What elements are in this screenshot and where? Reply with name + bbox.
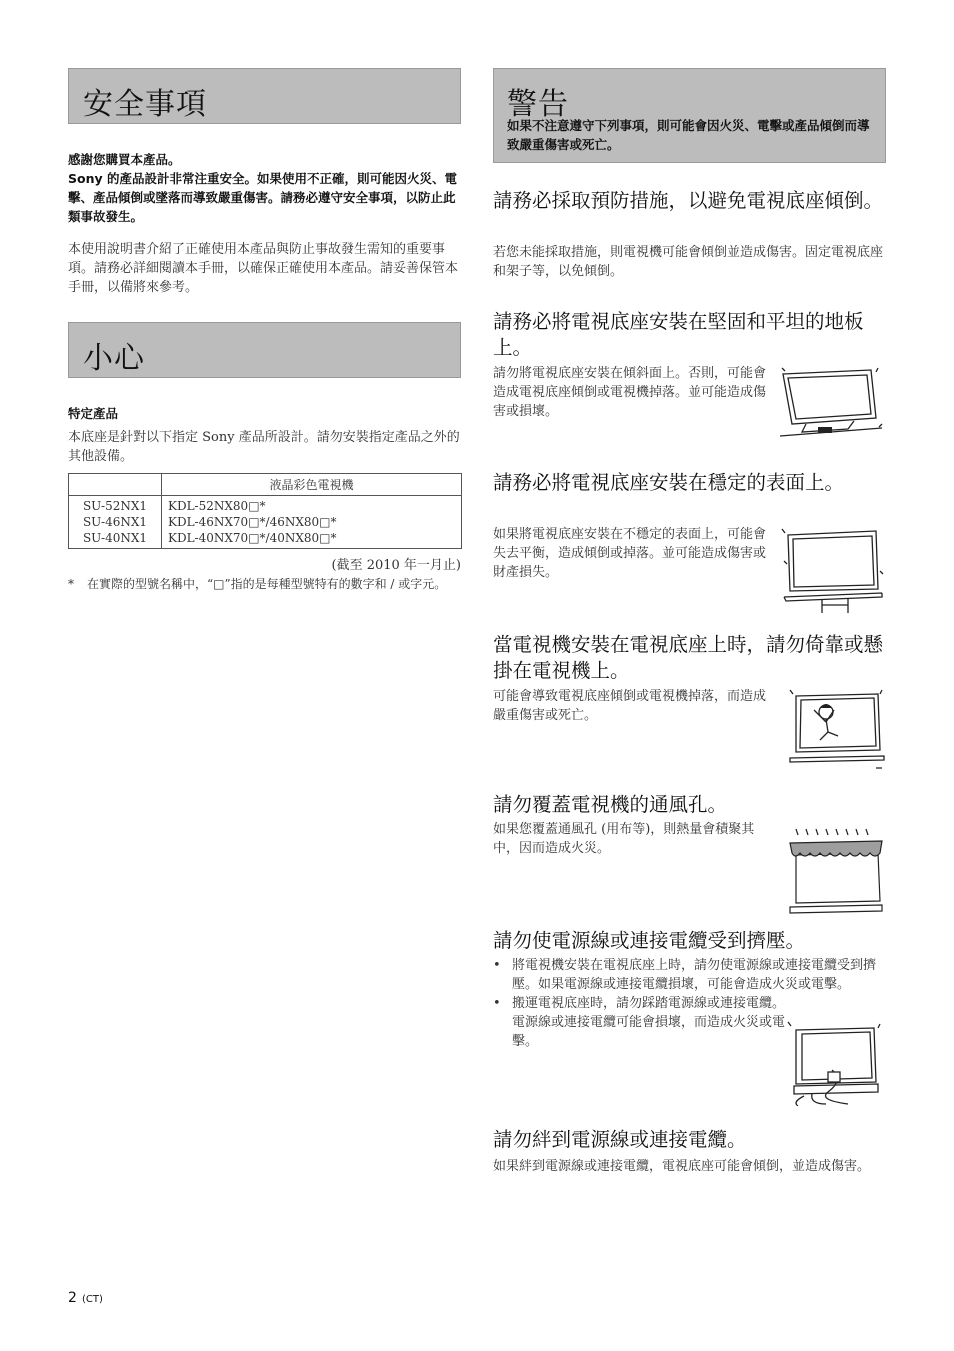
unstable-tv-illustration: [778, 527, 886, 615]
table-blank-header: [69, 474, 162, 496]
stand-model: SU-40NX1: [82, 531, 148, 545]
bullet-text: 搬運電視底座時，請勿踩踏電源線或連接電纜。電源線或連接電纜可能會損壞，而造成火災或電擊。: [512, 996, 786, 1049]
section-text-prevent-tipping: 若您未能採取措施，則電視機可能會傾倒並造成傷害。固定電視底座和架子等，以免傾倒。: [493, 245, 884, 279]
as-of-date: (截至 2010 年一月止): [331, 558, 461, 573]
section-text-trip-cables: 如果絆到電源線或連接電纜，電視底座可能會傾倒，並造成傷害。: [493, 1159, 871, 1174]
bullet-text: 將電視機安裝在電視底座上時，請勿使電源線或連接電纜受到擠壓。如果電源線或連接電纜損壞，可能會造成火災或電擊。: [512, 958, 877, 992]
warning-text: 如果不注意遵守下列事項，則可能會因火災、電擊或產品傾倒而導致嚴重傷害或死亡。: [507, 118, 870, 152]
section-text-stable-surface: 如果將電視底座安裝在不穩定的表面上，可能會失去平衡，造成傾倒或掉落。並可能造成傷害或財產損失。: [493, 527, 767, 580]
stand-model: SU-52NX1: [82, 499, 148, 513]
section-title-firm-floor: 請務必將電視底座安裝在堅固和平坦的地板上。: [493, 310, 864, 359]
table-stands-cell: [69, 496, 162, 549]
stand-model: SU-46NX1: [82, 515, 148, 529]
models-table: [68, 473, 462, 549]
section-title-prevent-tipping: 請務必採取預防措施，以避免電視底座傾倒。: [493, 189, 884, 212]
page-number-suffix: (CT): [82, 1294, 103, 1305]
thanks-text: 感謝您購買本產品。: [68, 152, 181, 167]
bullet-mark: •: [493, 958, 501, 973]
pinched-cable-illustration: [784, 1020, 886, 1106]
footnote: [68, 575, 448, 594]
section-title-trip-cables: 請勿絆到電源線或連接電纜。: [493, 1128, 747, 1151]
tilted-tv-illustration: [778, 366, 886, 442]
specific-products-heading: 特定產品: [68, 406, 119, 421]
hanging-child-illustration: [782, 688, 886, 776]
section-title-ventilation: 請勿覆蓋電視機的通風孔。: [493, 793, 728, 816]
page-number: [68, 1287, 103, 1306]
section-title-no-leaning: 當電視機安裝在電視底座上時，請勿倚靠或懸掛在電視機上。: [493, 633, 884, 682]
warning-title: 警告: [507, 87, 569, 122]
tv-model: KDL-40NX70□*/40NX80□*: [168, 531, 337, 545]
safety-title-bar: [68, 68, 461, 124]
table-tvs-cell: [162, 496, 462, 549]
bullet-mark: •: [493, 996, 501, 1011]
list-item: [493, 956, 883, 994]
page-number-value: 2: [68, 1290, 77, 1306]
table-header-tv: 液晶彩色電視機: [162, 474, 462, 496]
specific-products-text: 本底座是針對以下指定 Sony 產品所設計。請勿安裝指定產品之外的其他設備。: [68, 430, 460, 464]
safety-intro: Sony 的產品設計非常注重安全。如果使用不正確，則可能因火災、電擊、產品傾倒或墜落而導致嚴重傷害。請務必遵守安全事項，以防止此類事故發生。: [68, 171, 457, 224]
caution-title: 小心: [83, 341, 145, 376]
section-text-no-leaning: 可能會導致電視底座傾倒或電視機掉落，而造成嚴重傷害或死亡。: [493, 689, 767, 723]
list-item: [493, 994, 788, 1051]
tv-model: KDL-46NX70□*/46NX80□*: [168, 515, 337, 529]
section-text-ventilation: 如果您覆蓋通風孔 (用布等)，則熱量會積聚其中，因而造成火災。: [493, 822, 755, 856]
section-title-pinch-cables: 請勿使電源線或連接電纜受到擠壓。: [493, 929, 806, 952]
caution-title-bar: [68, 322, 461, 378]
footnote-mark: *: [68, 577, 74, 591]
covered-vents-illustration: [784, 825, 886, 917]
warning-box: [493, 68, 886, 163]
section-text-firm-floor: 請勿將電視底座安裝在傾斜面上。否則，可能會造成電視底座傾倒或電視機掉落。並可能造成傷害或損壞。: [493, 366, 767, 419]
section-title-stable-surface: 請務必將電視底座安裝在穩定的表面上。: [493, 471, 845, 494]
footnote-text: 在實際的型號名稱中，“□”指的是每種型號特有的數字和 / 或字元。: [87, 577, 447, 591]
manual-note: 本使用說明書介紹了正確使用本產品與防止事故發生需知的重要事項。請務必詳細閱讀本手冊，以確保正確使用本產品。請妥善保管本手冊，以備將來參考。: [68, 242, 459, 295]
safety-title: 安全事項: [83, 87, 207, 122]
tv-model: KDL-52NX80□*: [168, 499, 266, 513]
